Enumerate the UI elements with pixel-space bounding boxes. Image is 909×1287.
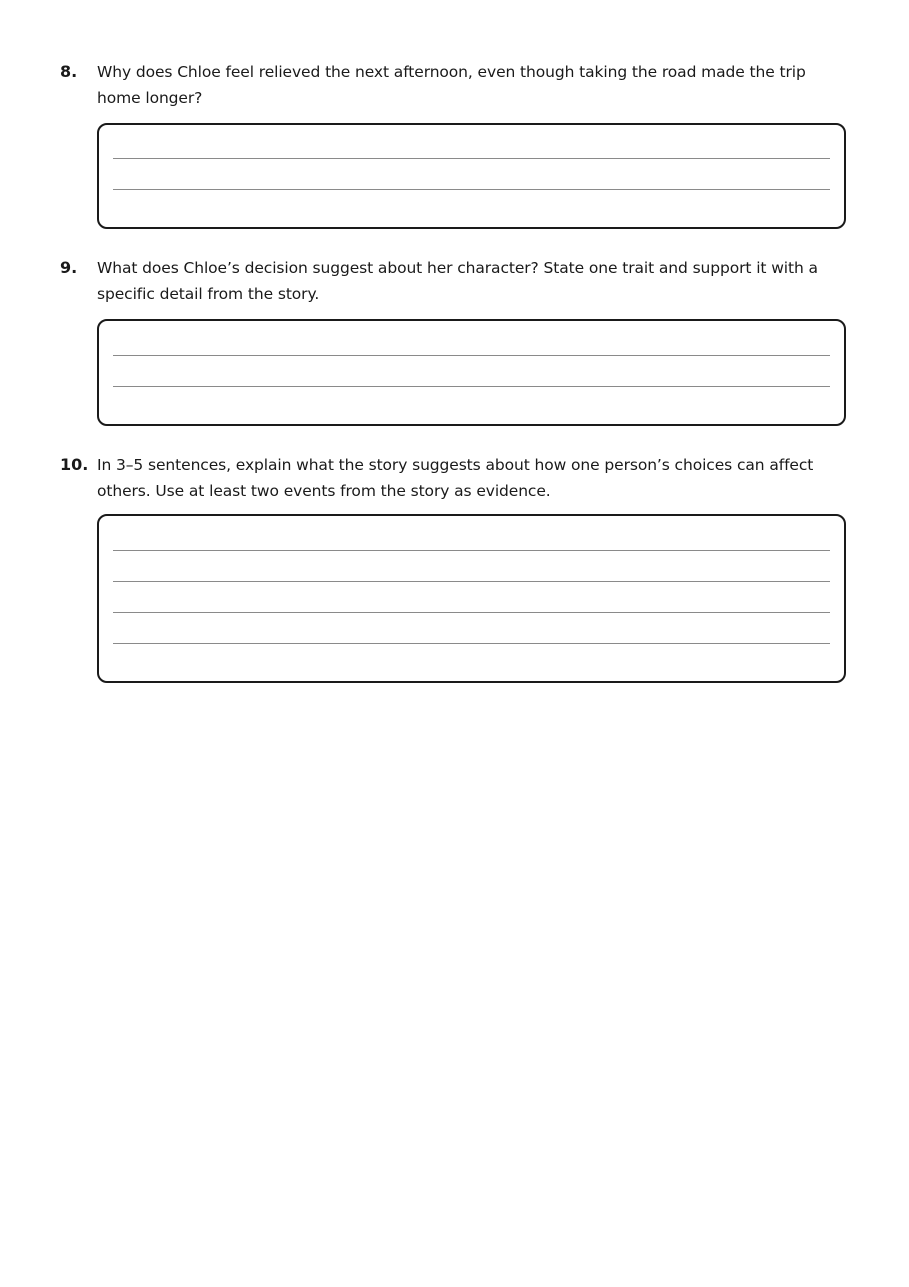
question-text: In 3–5 sentences, explain what the story suggests about how one person’s choices can affect others. Use at least two events from the story as evidence. (97, 456, 814, 500)
answer-line (113, 189, 830, 190)
question-header (60, 59, 850, 111)
question-8 (60, 59, 850, 111)
question-number: 9. (60, 258, 78, 277)
answer-line (113, 386, 830, 387)
answer-box[interactable] (97, 319, 846, 426)
question-number: 8. (60, 62, 78, 81)
answer-line (113, 355, 830, 356)
question-header (60, 255, 850, 307)
question-number: 10. (60, 455, 89, 474)
question-text: Why does Chloe feel relieved the next afternoon, even though taking the road made the trip home longer? (97, 63, 806, 107)
answer-line (113, 643, 830, 644)
answer-line (113, 581, 830, 582)
answer-line (113, 612, 830, 613)
answer-line (113, 550, 830, 551)
question-text: What does Chloe’s decision suggest about her character? State one trait and support it with a specific detail from the story. (97, 259, 818, 303)
answer-line (113, 158, 830, 159)
question-10 (60, 452, 850, 504)
question-header (60, 452, 850, 504)
question-9 (60, 255, 850, 307)
answer-box[interactable] (97, 123, 846, 229)
answer-box[interactable] (97, 514, 846, 683)
